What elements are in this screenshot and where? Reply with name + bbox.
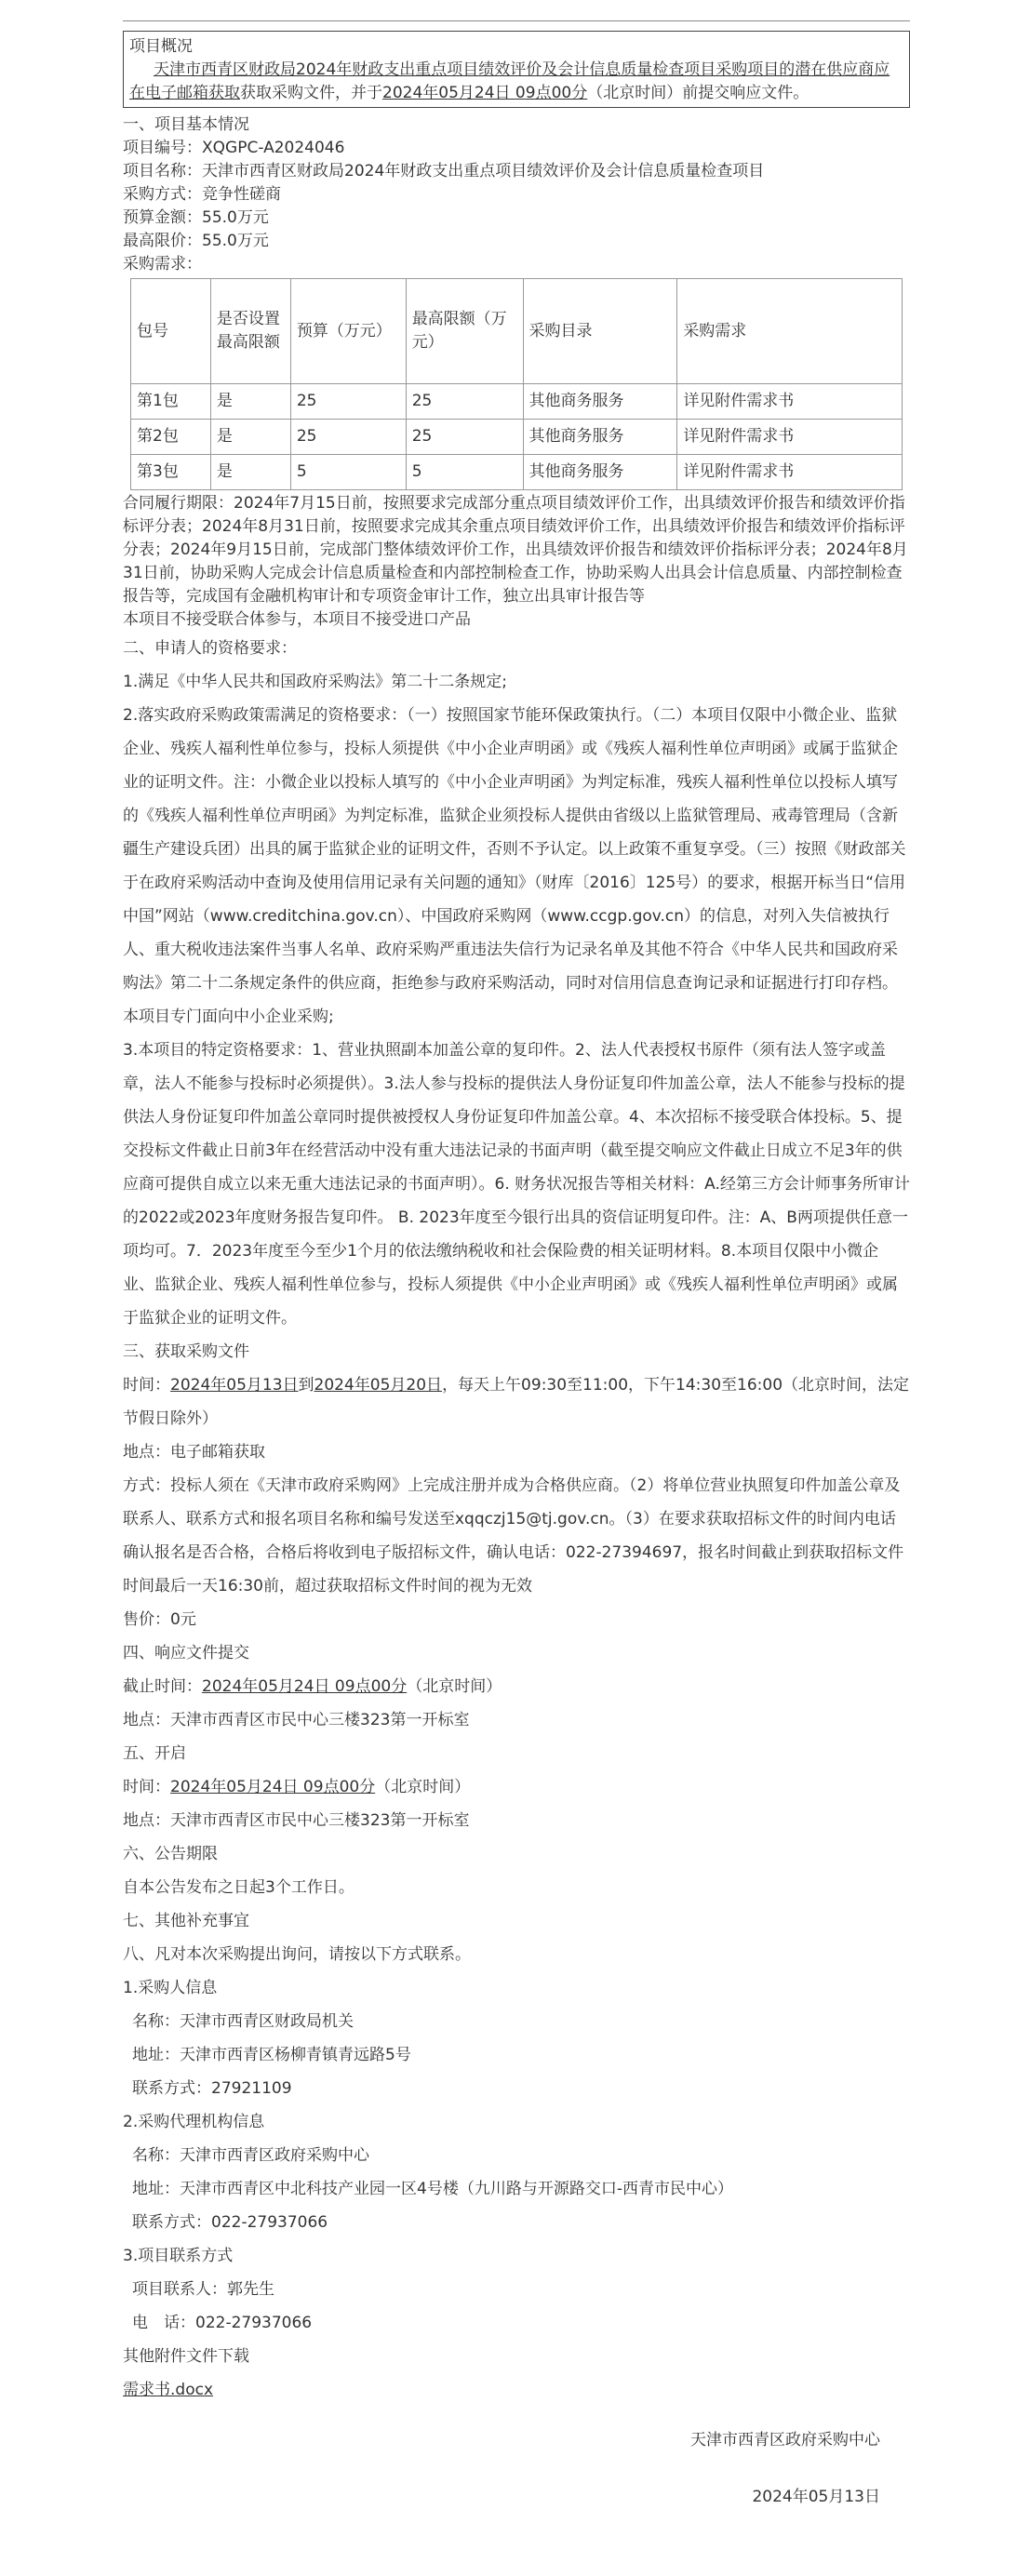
section-basic-info: [123, 113, 910, 632]
submission-deadline-value: 2024年05月24日 09点00分: [202, 1677, 408, 1696]
section-notice-period: [123, 1837, 910, 1904]
overview-deadline: 2024年05月24日 09点00分: [382, 84, 588, 102]
opening-time-label: 时间：: [123, 1778, 170, 1796]
obtain-time-start: 2024年05月13日: [170, 1376, 299, 1395]
section5-heading: 五、开启: [123, 1744, 186, 1763]
publish-date: 2024年05月13日: [752, 2488, 880, 2506]
table-header-cell: 包号: [131, 279, 211, 384]
max-price: 最高限价：55.0万元: [123, 232, 269, 250]
contract-period: 合同履行期限：2024年7月15日前，按照要求完成部分重点项目绩效评价工作，出具绩效评价报告和绩效评价指标评分表；2024年8月31日前，按照要求完成其余重点项目绩效评价工作，出具绩效评价报告和绩效评价指标评分表；2024年9月15日前，完成部门整体绩效评价工作，出具绩效评价报告和绩效评价指标评分表；2024年8月31日前，协助采购人完成会计信息质量检查和内部控制检查工作，协助采购人出具会计信息质量、内部控制检查报告等，完成国有金融机构审计和专项资金审计工作，独立出具审计报告等: [123, 494, 908, 606]
table-cell: 其他商务服务: [523, 455, 677, 490]
section-other: [123, 1904, 910, 1938]
table-cell: 详见附件需求书: [677, 384, 903, 420]
table-row: [131, 455, 903, 490]
section6-heading: 六、公告期限: [123, 1845, 218, 1863]
overview-intro-mid: 获取采购文件，并于: [240, 84, 382, 102]
agency-name: 名称：天津市西青区政府采购中心: [132, 2146, 369, 2165]
signer: 天津市西青区政府采购中心: [690, 2431, 880, 2449]
table-cell: 是: [210, 455, 290, 490]
table-cell: 是: [210, 420, 290, 455]
purchaser-address: 地址：天津市西青区杨柳青镇青远路5号: [132, 2046, 411, 2064]
overview-intro-prefix: 天津市西青区财政局2024年财政支出重点项目绩效评价及会计信息质量检查项目采购项目的潜在供应商应在: [129, 60, 890, 102]
agency-heading: 2.采购代理机构信息: [123, 2113, 265, 2131]
submission-deadline-label: 截止时间：: [123, 1677, 202, 1696]
budget-amount: 预算金额：55.0万元: [123, 208, 269, 227]
opening-time: [123, 1770, 910, 1804]
section-qualifications: [123, 632, 910, 1335]
table-header-row: [131, 279, 903, 384]
announcement-content: [123, 20, 910, 2509]
top-divider: [123, 20, 910, 21]
table-cell: 第2包: [131, 420, 211, 455]
requirements-table: [130, 278, 903, 490]
table-cell: 详见附件需求书: [677, 420, 903, 455]
contact-phone: 电 话：022-27937066: [132, 2314, 313, 2332]
section4-heading: 四、响应文件提交: [123, 1644, 249, 1662]
table-row: [131, 420, 903, 455]
overview-intro: [129, 59, 902, 105]
section7-heading: 七、其他补充事宜: [123, 1912, 249, 1930]
table-cell: 是: [210, 384, 290, 420]
overview-intro-suffix: （北京时间）前提交响应文件。: [587, 84, 809, 102]
consortium-note: 本项目不接受联合体参与，本项目不接受进口产品: [123, 610, 471, 629]
submission-place: 地点：天津市西青区市民中心三楼323第一开标室: [123, 1711, 470, 1729]
qualification-3: 3.本项目的特定资格要求：1、营业执照副本加盖公章的复印件。2、法人代表授权书原件（须有法人签字或盖章，法人不能参与投标时必须提供）。3.法人参与投标的提供法人身份证复印件加盖公章，法人不能参与投标的提供法人身份证复印件加盖公章同时提供被授权人身份证复印件加盖公章。4、本次招标不接受联合体投标。5、提交投标文件截止日前3年在经营活动中没有重大违法记录的书面声明（截至提交响应文件截止日成立不足3年的供应商可提供自成立以来无重大违法记录的书面声明）。6. 财务状况报告等相关材料：A.经第三方会计师事务所审计的2022或2023年度财务报告复印件。 B. 2023年度至今银行出具的资信证明复印件。注：A、B两项提供任意一项均可。7．2023年度至今至少1个月的依法缴纳税收和社会保险费的相关证明材料。8.本项目仅限中小微企业、监狱企业、残疾人福利性单位参与，投标人须提供《中小企业声明函》或《残疾人福利性单位声明函》或属于监狱企业的证明文件。: [123, 1041, 910, 1328]
document-price: 售价：0元: [123, 1610, 196, 1629]
table-cell: 5: [290, 455, 406, 490]
needs-label: 采购需求：: [123, 255, 202, 274]
procurement-method: 采购方式：竞争性磋商: [123, 185, 281, 204]
purchaser-phone: 联系方式：27921109: [132, 2079, 292, 2098]
project-name: 项目名称：天津市西青区财政局2024年财政支出重点项目绩效评价及会计信息质量检查项目: [123, 162, 765, 180]
table-header-cell: 采购需求: [677, 279, 903, 384]
overview-intro-link[interactable]: 电子邮箱获取: [145, 84, 240, 102]
table-cell: 25: [406, 420, 523, 455]
section2-heading: 二、申请人的资格要求：: [123, 639, 297, 658]
obtain-time-end: 2024年05月20日: [314, 1376, 443, 1395]
overview-heading: 项目概况: [129, 37, 193, 56]
agency-phone: 联系方式：022-27937066: [132, 2213, 328, 2232]
obtain-time-label: 时间：: [123, 1376, 170, 1395]
table-cell: 25: [290, 384, 406, 420]
table-header-cell: 预算（万元）: [290, 279, 406, 384]
section-contacts: [123, 1938, 910, 2340]
table-cell: 其他商务服务: [523, 420, 677, 455]
project-overview-box: [123, 31, 910, 108]
obtain-place: 地点：电子邮箱获取: [123, 1443, 265, 1462]
qualification-1: 1.满足《中华人民共和国政府采购法》第二十二条规定;: [123, 673, 507, 691]
table-cell: 5: [406, 455, 523, 490]
obtain-time: [123, 1368, 910, 1435]
purchaser-heading: 1.采购人信息: [123, 1979, 218, 1997]
section-submission: [123, 1636, 910, 1737]
table-cell: 第3包: [131, 455, 211, 490]
table-cell: 25: [290, 420, 406, 455]
purchaser-name: 名称：天津市西青区财政局机关: [132, 2012, 354, 2031]
section-obtain-documents: [123, 1335, 910, 1636]
attachment-download-link[interactable]: 需求书.docx: [123, 2381, 214, 2399]
submission-deadline: [123, 1670, 910, 1703]
attachments-heading: 其他附件文件下载: [123, 2347, 249, 2366]
obtain-method: 方式：投标人须在《天津市政府采购网》上完成注册并成为合格供应商。（2）将单位营业执照复印件加盖公章及联系人、联系方式和报名项目名称和编号发送至xqqczj15@tj.gov.cn。（3）在要求获取招标文件的时间内电话确认报名是否合格，合格后将收到电子版招标文件，确认电话：022-27394697，报名时间截止到获取招标文件时间最后一天16:30前，超过获取招标文件时间的视为无效: [123, 1476, 904, 1595]
section8-heading: 八、凡对本次采购提出询问，请按以下方式联系。: [123, 1945, 471, 1964]
contact-person: 项目联系人：郭先生: [132, 2280, 274, 2299]
table-header-cell: 是否设置最高限额: [210, 279, 290, 384]
obtain-time-to: 到: [298, 1376, 314, 1395]
section-opening: [123, 1737, 910, 1837]
table-cell: 第1包: [131, 384, 211, 420]
section-attachments: [123, 2340, 910, 2407]
submission-deadline-suffix: （北京时间）: [407, 1677, 502, 1696]
table-row: [131, 384, 903, 420]
agency-address: 地址：天津市西青区中北科技产业园一区4号楼（九川路与开源路交口-西青市民中心）: [132, 2180, 733, 2198]
project-number: 项目编号：XQGPC-A2024046: [123, 139, 345, 157]
qualification-2: 2.落实政府采购政策需满足的资格要求：（一）按照国家节能环保政策执行。（二）本项目仅限中小微企业、监狱企业、残疾人福利性单位参与，投标人须提供《中小企业声明函》或《残疾人福利性单位声明函》或属于监狱企业的证明文件。注：小微企业以投标人填写的《中小企业声明函》为判定标准，残疾人福利性单位以投标人填写的《残疾人福利性单位声明函》为判定标准，监狱企业须投标人提供由省级以上监狱管理局、戒毒管理局（含新疆生产建设兵团）出具的属于监狱企业的证明文件，否则不予认定。以上政策不重复享受。（三）按照《财政部关于在政府采购活动中查询及使用信用记录有关问题的通知》（财库〔2016〕125号）的要求，根据开标当日“信用中国”网站（www.creditchina.gov.cn）、中国政府采购网（www.ccgp.gov.cn）的信息，对列入失信被执行人、重大税收违法案件当事人名单、政府采购严重违法失信行为记录名单及其他不符合《中华人民共和国政府采购法》第二十二条规定条件的供应商，拒绝参与政府采购活动，同时对信用信息查询记录和证据进行打印存档。本项目专门面向中小企业采购;: [123, 706, 906, 1026]
notice-period-text: 自本公告发布之日起3个工作日。: [123, 1878, 354, 1897]
opening-time-value: 2024年05月24日 09点00分: [170, 1778, 376, 1796]
table-cell: 25: [406, 384, 523, 420]
opening-time-suffix: （北京时间）: [375, 1778, 471, 1796]
contact-heading: 3.项目联系方式: [123, 2247, 234, 2265]
section1-heading: 一、项目基本情况: [123, 115, 249, 134]
section3-heading: 三、获取采购文件: [123, 1342, 249, 1361]
table-cell: 其他商务服务: [523, 384, 677, 420]
table-cell: 详见附件需求书: [677, 455, 903, 490]
table-header-cell: 最高限额（万元）: [406, 279, 523, 384]
obtain-time-rest: ，每天上午09:30至11:00，下午14:30至16:00（北京时间，法定节假日除外）: [123, 1376, 910, 1428]
attachment-item: [123, 2373, 910, 2407]
opening-place: 地点：天津市西青区市民中心三楼323第一开标室: [123, 1811, 470, 1830]
table-header-cell: 采购目录: [523, 279, 677, 384]
